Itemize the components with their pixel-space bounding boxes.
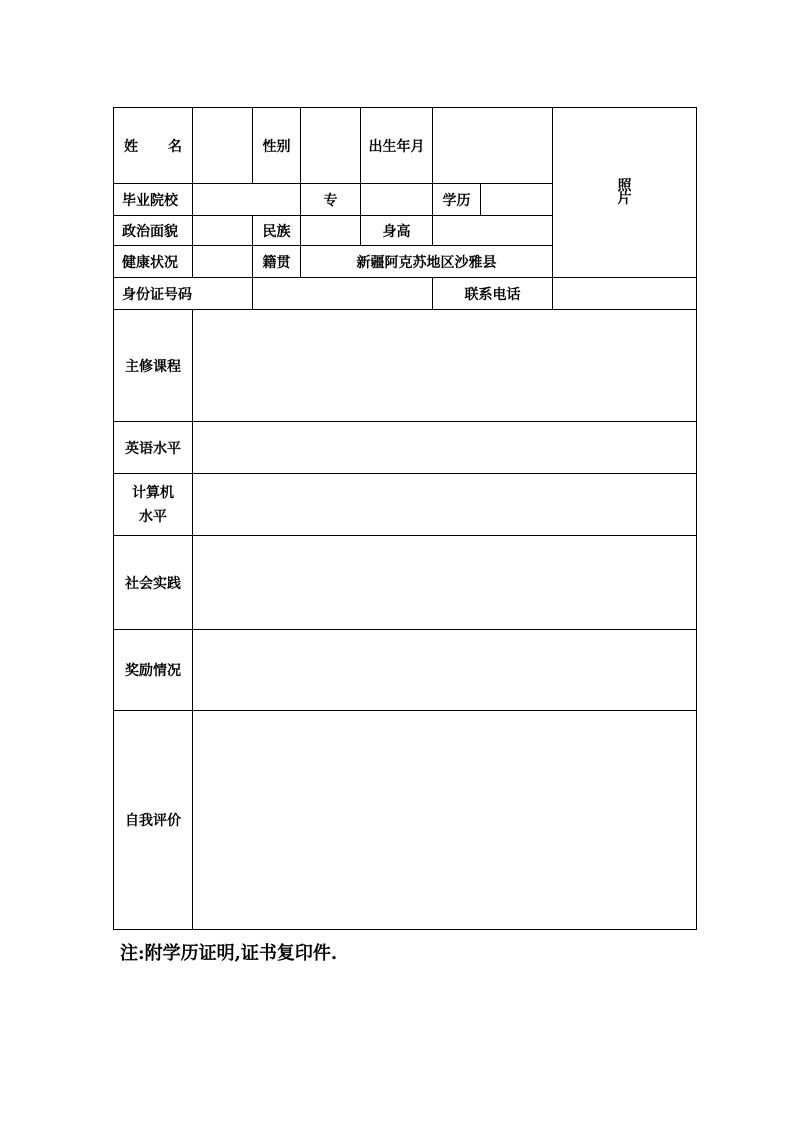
gender-label: 性别 [253, 108, 301, 184]
computer-value-cell[interactable] [193, 474, 697, 536]
awards-value-cell[interactable] [193, 630, 697, 711]
gender-value-cell[interactable] [301, 108, 361, 184]
major-label: 专 [301, 184, 361, 216]
health-value-cell[interactable] [193, 246, 253, 278]
hometown-label: 籍贯 [253, 246, 301, 278]
footnote: 注:附学历证明,证书复印件. [120, 943, 338, 964]
self-eval-value-cell[interactable] [193, 711, 697, 930]
birth-value-cell[interactable] [433, 108, 553, 184]
height-value-cell[interactable] [433, 216, 553, 246]
row-self-eval [114, 711, 697, 930]
self-eval-label: 自我评价 [114, 711, 193, 930]
name-label: 姓 名 [114, 108, 193, 184]
education-label: 学历 [433, 184, 481, 216]
awards-label: 奖励情况 [114, 630, 193, 711]
ethnicity-label: 民族 [253, 216, 301, 246]
row-practice [114, 536, 697, 630]
hometown-value[interactable]: 新疆阿克苏地区沙雅县 [301, 246, 553, 278]
major-value-cell[interactable] [361, 184, 433, 216]
name-value-cell[interactable] [193, 108, 253, 184]
political-label: 政治面貌 [114, 216, 193, 246]
education-value-cell[interactable] [481, 184, 553, 216]
courses-value-cell[interactable] [193, 310, 697, 422]
row-courses [114, 310, 697, 422]
english-value-cell[interactable] [193, 422, 697, 474]
resume-form-table [113, 107, 697, 930]
ethnicity-value-cell[interactable] [301, 216, 361, 246]
photo-label: 照片 [617, 177, 632, 207]
row-awards [114, 630, 697, 711]
phone-label: 联系电话 [433, 278, 553, 310]
english-label: 英语水平 [114, 422, 193, 474]
birth-label: 出生年月 [361, 108, 433, 184]
computer-label: 计算机水平 [114, 474, 193, 536]
height-label: 身高 [361, 216, 433, 246]
id-label: 身份证号码 [114, 278, 253, 310]
phone-value-cell[interactable] [553, 278, 697, 310]
photo-cell [553, 108, 697, 278]
practice-label: 社会实践 [114, 536, 193, 630]
school-label: 毕业院校 [114, 184, 193, 216]
row-basic-info [114, 108, 697, 184]
row-english [114, 422, 697, 474]
health-label: 健康状况 [114, 246, 193, 278]
row-computer [114, 474, 697, 536]
school-value-cell[interactable] [193, 184, 301, 216]
courses-label: 主修课程 [114, 310, 193, 422]
row-id [114, 278, 697, 310]
political-value-cell[interactable] [193, 216, 253, 246]
id-value-cell[interactable] [253, 278, 433, 310]
practice-value-cell[interactable] [193, 536, 697, 630]
